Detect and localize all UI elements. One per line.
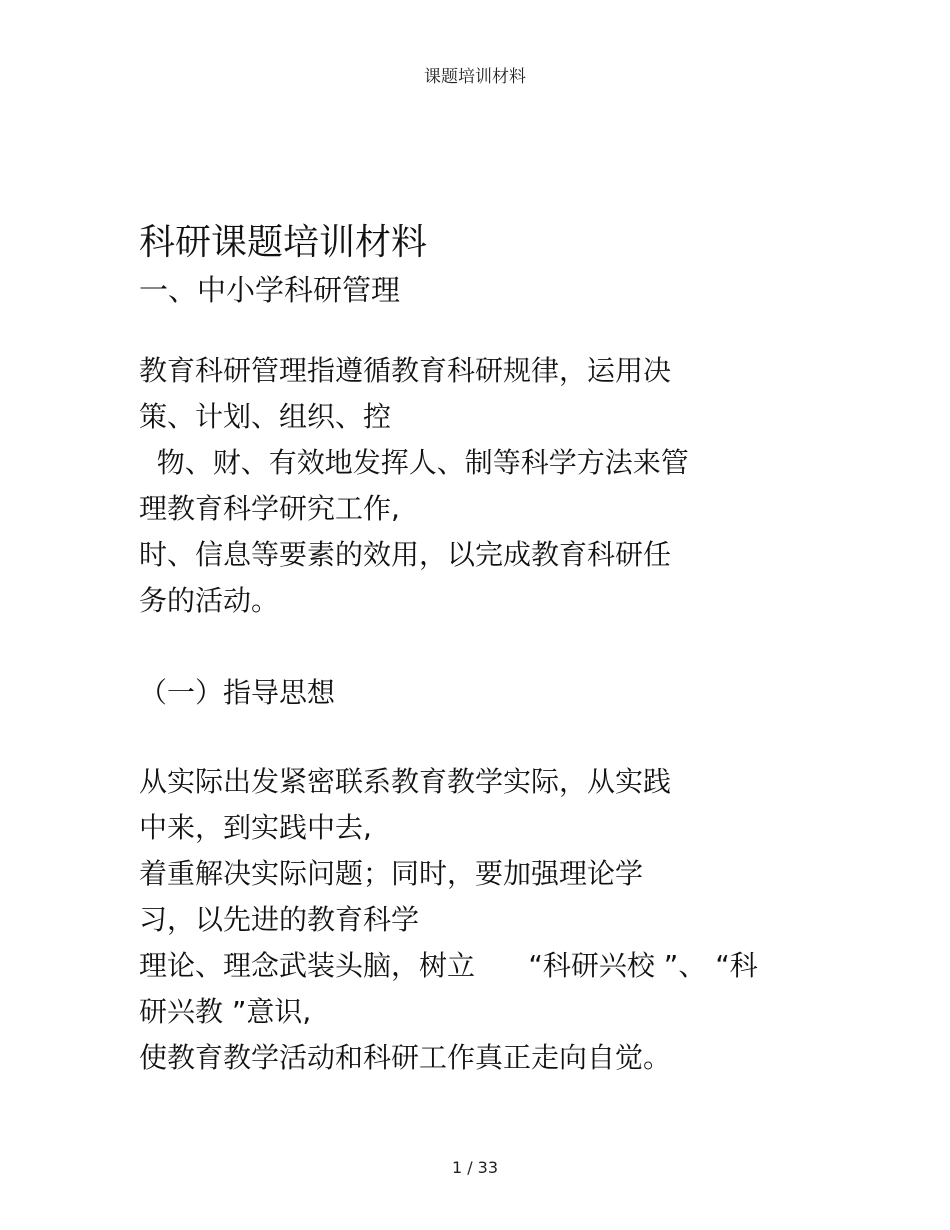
- paragraph-line: 着重解决实际问题；同时，要加强理论学: [139, 857, 644, 890]
- page-indicator: 1 / 33: [451, 1158, 499, 1177]
- paragraph-line: 策、计划、组织、控: [139, 400, 392, 433]
- paragraph-line: 时、信息等要素的效用，以完成教育科研任: [139, 538, 672, 571]
- paragraph-line: 使教育教学活动和科研工作真正走向自觉。: [139, 1041, 672, 1074]
- paragraph-line: 习，以先进的教育科学: [139, 903, 420, 936]
- document-title: 科研课题培训材料: [139, 222, 428, 263]
- paragraph-line: 理教育科学研究工作,: [139, 492, 400, 525]
- spacer: [139, 312, 839, 348]
- spacer: [139, 624, 839, 669]
- paragraph-2: [139, 759, 839, 1081]
- paragraph-line: 物、财、有效地发挥人、制等科学方法来管: [139, 446, 689, 479]
- paragraph-line: 从实际出发紧密联系教育教学实际，从实践: [139, 765, 672, 798]
- paragraph-line: 务的活动。: [139, 584, 280, 617]
- spacer: [139, 717, 839, 759]
- document-body: [139, 218, 839, 1081]
- paragraph-line: 教育科研管理指遵循教育科研规律，运用决: [139, 354, 672, 387]
- paragraph-line: 理论、理念武装头脑，树立 “科研兴校 ”、 “科: [139, 949, 758, 982]
- running-header: 课题培训材料: [424, 67, 526, 87]
- subsection-heading-1: （一）指导思想: [139, 676, 336, 709]
- section-heading-1: 一、中小学科研管理: [139, 273, 401, 307]
- paragraph-1: [139, 348, 839, 624]
- paragraph-line: 研兴教 ”意识,: [139, 995, 312, 1028]
- paragraph-line: 中来，到实践中去,: [139, 811, 372, 844]
